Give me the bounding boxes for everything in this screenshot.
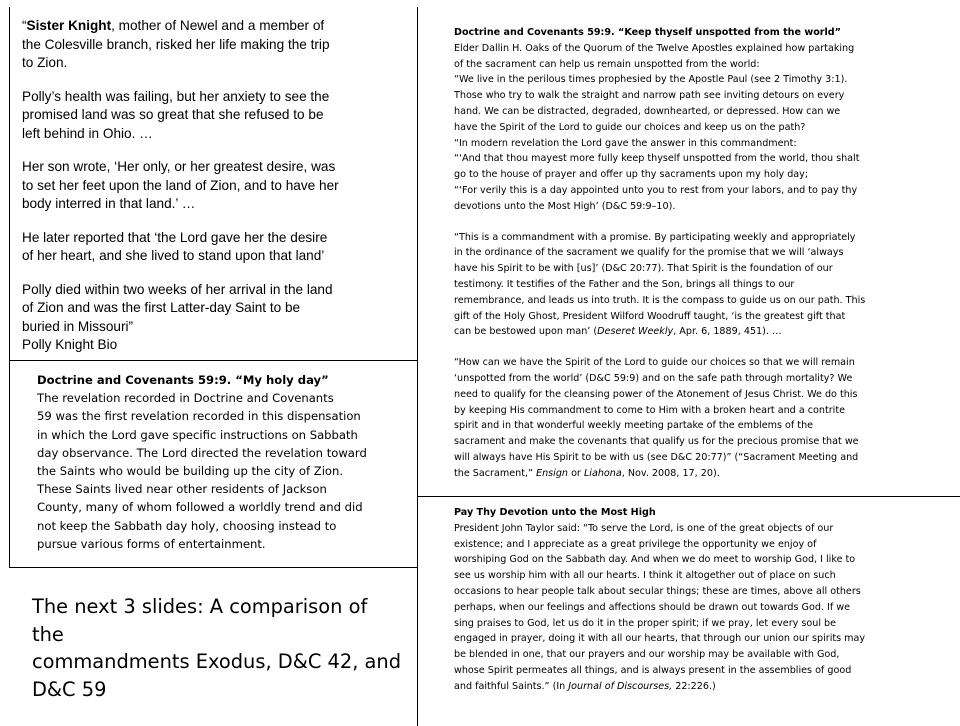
devotion-title: Pay Thy Devotion unto the Most High — [454, 507, 656, 518]
polly-knight-text — [22, 17, 352, 355]
holy-day-text — [37, 371, 397, 553]
unspotted-title: Doctrine and Covenants 59:9. “Keep thyself unspotted from the world” — [454, 27, 841, 38]
devotion-text — [454, 505, 934, 695]
devotion-box — [417, 496, 960, 726]
polly-para-5: Polly died within two weeks of her arrival in the land of Zion and was the first Latter-day Saint to be buried in Missouri” — [22, 281, 333, 334]
polly-source: Polly Knight Bio — [22, 337, 118, 352]
next-slides-caption: The next 3 slides: A comparison of the commandments Exodus, D&C 42, and D&C 59 — [32, 595, 402, 701]
polly-para-1: “Sister Knight, mother of Newel and a member of the Colesville branch, risked her life making the trip to Zion. — [22, 18, 330, 70]
holy-day-body: The revelation recorded in Doctrine and Covenants 59 was the first revelation recorded in this dispensation in which the Lord gave specific instructions on Sabbath day observance. The Lord directed the revelation toward the Saints who would be building up the city of Zion. These Saints lived near other residents of Jackson County, many of whom followed a worldly trend and did not keep the Sabbath day holy, choosing instead to pursue various forms of entertainment. — [37, 391, 367, 551]
holy-day-box — [9, 360, 418, 568]
unspotted-para-3: “How can we have the Spirit of the Lord to guide our choices so that we will remain ‘unspotted from the world’ (D&C 59:9) and on the safe path through mortality? We need to qualify for the cleansing power of the Atonement of Jesus Christ. We do this by keeping His commandment to come to Him with a broken heart and a contrite spirit and in that wonderful weekly meeting partake of the emblems of the sacrament and make the covenants that qualify us for the precious promise that we will always have His Spirit to be with us (see D&C 20:77)” (“Sacrament Meeting and the Sacrament,” Ensign or Liahona, Nov. 2008, 17, 20). — [454, 357, 859, 479]
devotion-body: President John Taylor said: “To serve the Lord, is one of the great objects of our existence; and I appreciate as a great privilege the opportunity we enjoy of worshiping God on the Sabbath day. And when we do meet to worship God, I like to see us worship him with all our hearts. I think it altogether out of place on such occasions to hear people talk about secular things; these are times, above all others perhaps, when our feelings and affections should be drawn out towards God. If we sing praises to God, let us do it in the proper spirit; if we pray, let every soul be engaged in prayer, doing it with all our hearts, that through our union our spirits may be blended in one, that our prayers and our worship may be available with God, whose Spirit permeates all things, and is always present in the assemblies of good and faithful Saints.” (In Journal of Discourses, 22:226.) — [454, 522, 866, 692]
unspotted-para-2: “This is a commandment with a promise. By participating weekly and appropriately in the ordinance of the sacrament we qualify for the promise that we will ‘always have his Spirit to be with [us]’ (D&C 20:77). That Spirit is the foundation of our testimony. It testifies of the Father and the Son, brings all things to our remembrance, and leads us into truth. It is the compass to guide us on our path. This gift of the Holy Ghost, President Wilford Woodruff taught, ‘is the greatest gift that can be bestowed upon man’ (Deseret Weekly, Apr. 6, 1889, 451). … — [454, 231, 866, 338]
unspotted-text — [454, 25, 934, 482]
unspotted-box — [417, 7, 960, 497]
holy-day-title: Doctrine and Covenants 59:9. “My holy day” — [37, 373, 329, 387]
polly-para-2: Polly’s health was failing, but her anxiety to see the promised land was so great that she refused to be left behind in Ohio. … — [22, 88, 330, 141]
polly-para-4: He later reported that ‘the Lord gave her the desire of her heart, and she lived to stand upon that land’ — [22, 229, 328, 263]
sister-knight-name: Sister Knight — [26, 18, 112, 33]
polly-para-3: Her son wrote, ‘Her only, or her greatest desire, was to set her feet upon the land of Zion, and to have her body interred in that land.’ … — [22, 159, 339, 211]
unspotted-para-1: Elder Dallin H. Oaks of the Quorum of the Twelve Apostles explained how partaking of the sacrament can help us remain unspotted from the world: “We live in the perilous times prophesied by the Apostle Paul (see 2 Timothy 3:1). Those who try to walk the straight and narrow path see inviting detours on every hand. We can be distracted, degraded, downhearted, or depressed. How can we have the Spirit of the Lord to guide our choices and keep us on the path? “In modern revelation the Lord gave the answer in this commandment: “‘And that thou mayest more fully keep thyself unspotted from the world, thou shalt go to the house of prayer and offer up thy sacraments upon my holy day; “‘For verily this is a day appointed unto you to rest from your labors, and to pay thy devotions unto the Most High’ (D&C 59:9–10). — [454, 42, 860, 212]
polly-knight-box — [9, 7, 418, 361]
